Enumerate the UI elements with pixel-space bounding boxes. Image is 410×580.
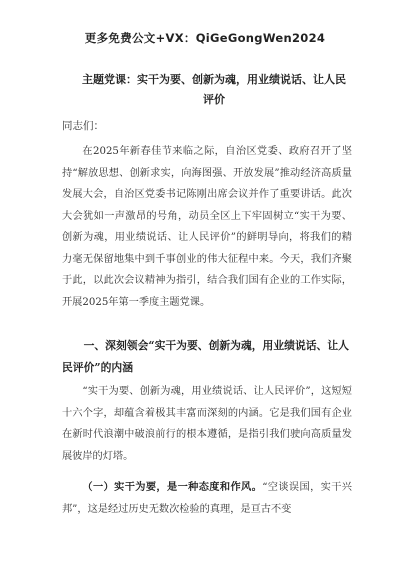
paragraph-body: “实干为要、创新为魂，用业绩说话、让人民评价”，这短短十六个字，却蕴含着极其丰富而深刻的内涵。它是我们国有企业在新时代浪潮中破浪前行的根本遵循，是指引我们驶向高质量发展彼岸的灯塔。 <box>62 386 352 462</box>
section-heading: 一、深刻领会“实干为要、创新为魂，用业绩说话、让人民评价”的内涵 <box>62 339 349 374</box>
subsection-paragraph <box>62 477 352 520</box>
subsection-heading: （一）实干为要，是一种态度和作风。 <box>82 481 263 493</box>
greeting: 同志们： <box>62 120 104 132</box>
document-title: 主题党课：实干为要、创新为魂，用业绩说话、让人民评价 <box>82 73 346 106</box>
paragraph-intro: 在2025年新春佳节来临之际，自治区党委、政府召开了坚持“解放思想、创新求实，向海图强、开放发展”推动经济高质量发展大会，自治区党委书记陈刚出席会议并作了重要讲话。此次大会犹如一声激昂的号角，动员全区上下牢固树立“实干为要、创新为魂，用业绩说话、让人民评价”的鲜明导向，将我们的精力毫无保留地集中到千事创业的伟大征程中来。今天，我们齐聚于此，以此次会议精神为指引，结合我们国有企业的工作实际，开展2025年第一季度主题党课。 <box>62 146 352 308</box>
page-header: 更多免费公文+VX：QiGeGongWen2024 <box>84 31 326 45</box>
subsection-text: “空谈误国，实干兴邦”，这是经过历史无数次检验的真理，是亘古不变 <box>62 482 352 515</box>
